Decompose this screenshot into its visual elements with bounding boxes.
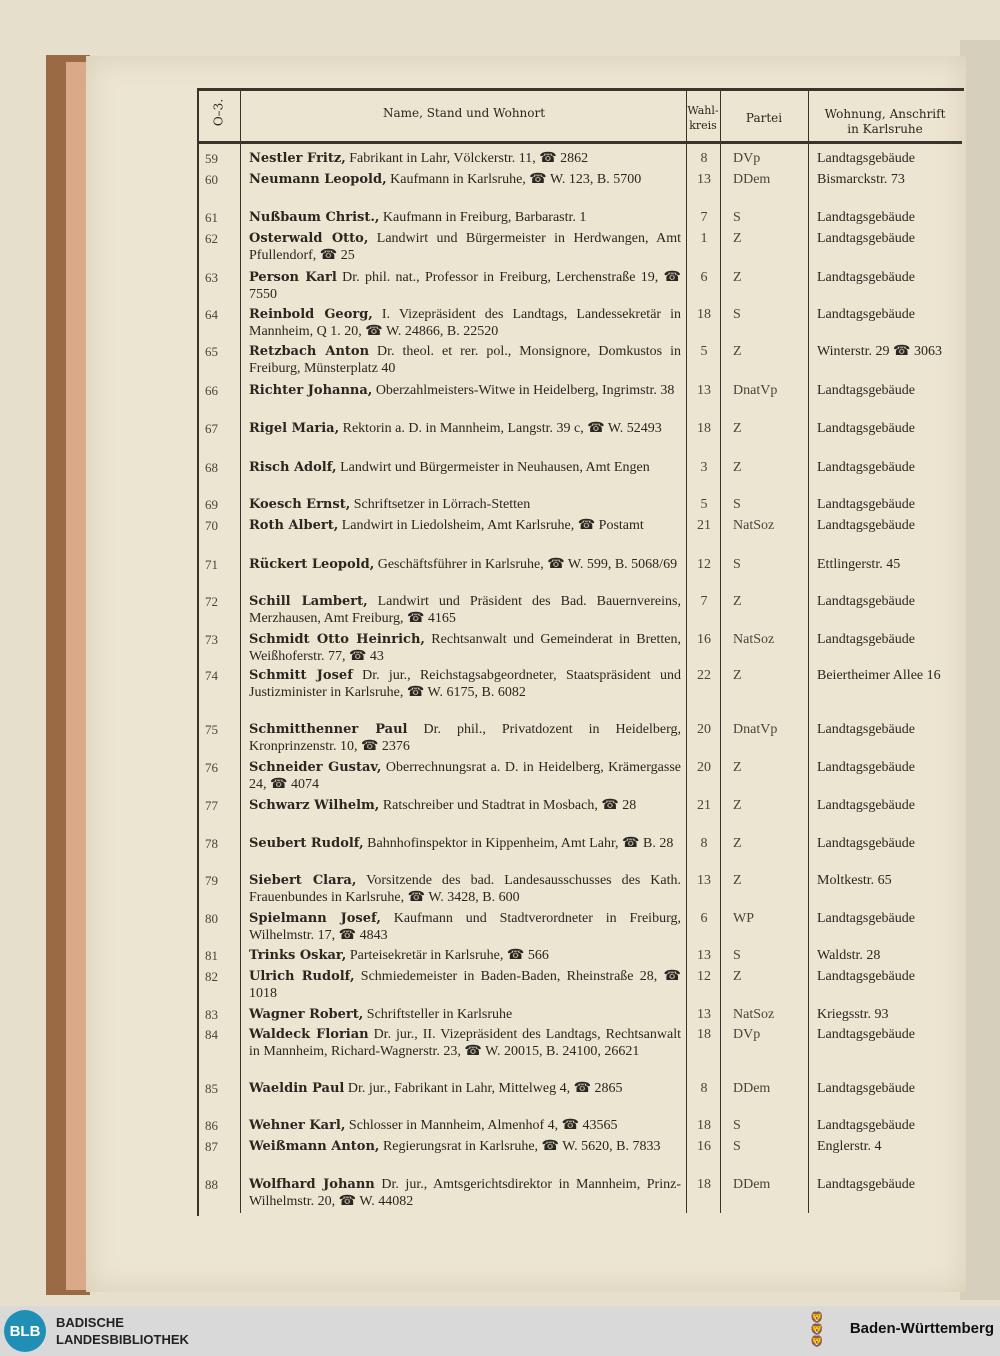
- member-name: Trinks Oskar,: [249, 948, 347, 963]
- party: DVp: [733, 1027, 761, 1042]
- page-edge: [960, 40, 1000, 1300]
- wahlkreis: 7: [700, 210, 708, 225]
- member-entry: [249, 269, 681, 303]
- member-entry: [249, 1026, 681, 1060]
- member-name: Schmitt Josef: [249, 668, 353, 683]
- party: Z: [733, 798, 742, 813]
- wahlkreis: 1: [700, 231, 708, 246]
- member-entry: [249, 382, 681, 399]
- wahlkreis: 13: [697, 1007, 711, 1022]
- member-description: Landwirt und Präsident des Bad. Bauernvereins, Merzhausen, Amt Freiburg, ☎ 4165: [249, 594, 681, 626]
- row-number: 88: [205, 1177, 218, 1192]
- karlsruhe-address: Landtagsgebäude: [817, 911, 915, 926]
- karlsruhe-address: Landtagsgebäude: [817, 1081, 915, 1096]
- member-entry: [249, 759, 681, 793]
- member-name: Seubert Rudolf,: [249, 836, 364, 851]
- member-name: Schmitthenner Paul: [249, 722, 408, 737]
- library-line1: BADISCHE: [56, 1315, 124, 1330]
- member-entry: [249, 667, 681, 701]
- member-description: Dr. phil., Privatdozent in Heidelberg, Kronprinzenstr. 10, ☎ 2376: [249, 722, 681, 754]
- column-divider: [686, 88, 687, 1213]
- wahlkreis: 13: [697, 873, 711, 888]
- member-entry: [249, 171, 681, 188]
- footer-bar: [0, 1306, 1000, 1356]
- member-entry: [249, 150, 681, 167]
- row-number: 83: [205, 1007, 218, 1022]
- party: Z: [733, 668, 742, 683]
- karlsruhe-address: Landtagsgebäude: [817, 722, 915, 737]
- member-name: Reinbold Georg,: [249, 307, 373, 322]
- member-name: Wolfhard Johann: [249, 1177, 375, 1192]
- party: WP: [733, 911, 754, 926]
- member-description: Fabrikant in Lahr, Völckerstr. 11, ☎ 2862: [345, 151, 589, 166]
- member-name: Wagner Robert,: [249, 1007, 364, 1022]
- party: Z: [733, 344, 742, 359]
- row-number: 69: [205, 497, 218, 512]
- member-entry: [249, 556, 681, 573]
- member-entry: [249, 306, 681, 340]
- row-number: 71: [205, 557, 218, 572]
- party: S: [733, 497, 741, 512]
- member-entry: [249, 209, 681, 226]
- row-number: 72: [205, 594, 218, 609]
- wahlkreis: 13: [697, 383, 711, 398]
- karlsruhe-address: Landtagsgebäude: [817, 210, 915, 225]
- row-number: 81: [205, 948, 218, 963]
- member-name: Risch Adolf,: [249, 460, 337, 475]
- member-name: Spielmann Josef,: [249, 911, 381, 926]
- member-name: Schmidt Otto Heinrich,: [249, 632, 425, 647]
- member-description: Oberzahlmeisters-Witwe in Heidelberg, Ingrimstr. 38: [372, 383, 675, 398]
- member-description: Dr. phil. nat., Professor in Freiburg, Lerchenstraße 19, ☎ 7550: [249, 270, 681, 302]
- member-entry: [249, 1176, 681, 1210]
- party: Z: [733, 421, 742, 436]
- member-description: Dr. jur., II. Vizepräsident des Landtags, Rechtsanwalt in Mannheim, Richard-Wagnerstr. 23, ☎ W. 20015, B. 24100, 26621: [249, 1027, 681, 1059]
- karlsruhe-address: Landtagsgebäude: [817, 632, 915, 647]
- party: Z: [733, 873, 742, 888]
- wahlkreis: 18: [697, 1177, 711, 1192]
- wahlkreis: 18: [697, 1027, 711, 1042]
- karlsruhe-address: Kriegsstr. 93: [817, 1007, 889, 1022]
- header-wohnung: Wohnung, Anschrift in Karlsruhe: [824, 107, 946, 136]
- party: S: [733, 948, 741, 963]
- karlsruhe-address: Landtagsgebäude: [817, 151, 915, 166]
- row-number: 86: [205, 1118, 218, 1133]
- party: DDem: [733, 1081, 771, 1096]
- library-name: [56, 1314, 189, 1348]
- karlsruhe-address: Landtagsgebäude: [817, 594, 915, 609]
- wahlkreis: 3: [700, 460, 708, 475]
- row-number: 66: [205, 383, 218, 398]
- wahlkreis: 16: [697, 1139, 711, 1154]
- party: NatSoz: [733, 632, 775, 647]
- party: S: [733, 307, 741, 322]
- party: S: [733, 1118, 741, 1133]
- member-name: Schneider Gustav,: [249, 760, 382, 775]
- member-entry: [249, 872, 681, 906]
- member-entry: [249, 343, 681, 377]
- wahlkreis: 21: [697, 798, 711, 813]
- column-divider: [808, 88, 809, 1213]
- row-number: 67: [205, 421, 218, 436]
- member-description: Geschäftsführer in Karlsruhe, ☎ W. 599, B. 5068/69: [374, 557, 678, 572]
- member-description: Kaufmann in Freiburg, Barbarastr. 1: [379, 210, 587, 225]
- member-name: Osterwald Otto,: [249, 231, 369, 246]
- wahlkreis: 22: [697, 668, 711, 683]
- row-number: 63: [205, 270, 218, 285]
- member-entry: [249, 1138, 681, 1155]
- party: Z: [733, 460, 742, 475]
- karlsruhe-address: Landtagsgebäude: [817, 460, 915, 475]
- karlsruhe-address: Landtagsgebäude: [817, 231, 915, 246]
- member-description: Parteisekretär in Karlsruhe, ☎ 566: [346, 948, 549, 963]
- wahlkreis: 12: [697, 557, 711, 572]
- member-entry: [249, 1080, 681, 1097]
- row-number: 79: [205, 873, 218, 888]
- member-description: Regierungsrat in Karlsruhe, ☎ W. 5620, B. 7833: [379, 1139, 661, 1154]
- member-entry: [249, 631, 681, 665]
- member-description: Rechtsanwalt und Gemeinderat in Bretten, Weißhoferstr. 77, ☎ 43: [249, 632, 681, 664]
- member-name: Roth Albert,: [249, 518, 339, 533]
- karlsruhe-address: Landtagsgebäude: [817, 518, 915, 533]
- column-divider: [240, 88, 241, 1213]
- row-number: 60: [205, 172, 218, 187]
- karlsruhe-address: Waldstr. 28: [817, 948, 881, 963]
- member-name: Waeldin Paul: [249, 1081, 345, 1096]
- karlsruhe-address: Landtagsgebäude: [817, 421, 915, 436]
- wahlkreis: 12: [697, 969, 711, 984]
- member-name: Rückert Leopold,: [249, 557, 375, 572]
- wahlkreis: 21: [697, 518, 711, 533]
- member-entry: [249, 910, 681, 944]
- member-description: Schriftsteller in Karlsruhe: [363, 1007, 513, 1022]
- member-entry: [249, 517, 681, 534]
- member-name: Schill Lambert,: [249, 594, 368, 609]
- row-number: 84: [205, 1027, 218, 1042]
- member-description: Landwirt und Bürgermeister in Neuhausen, Amt Engen: [336, 460, 650, 475]
- member-description: Dr. theol. et rer. pol., Monsignore, Domkustos in Freiburg, Münsterplatz 40: [249, 344, 681, 376]
- member-name: Schwarz Wilhelm,: [249, 798, 380, 813]
- row-number: 62: [205, 231, 218, 246]
- row-number: 70: [205, 518, 218, 533]
- wahlkreis: 16: [697, 632, 711, 647]
- header-divider: [197, 141, 962, 144]
- page-marker: O–3.: [211, 98, 226, 127]
- karlsruhe-address: Landtagsgebäude: [817, 760, 915, 775]
- wahlkreis: 20: [697, 760, 711, 775]
- member-entry: [249, 459, 681, 476]
- member-entry: [249, 230, 681, 264]
- karlsruhe-address: Landtagsgebäude: [817, 497, 915, 512]
- party: DDem: [733, 172, 771, 187]
- karlsruhe-address: Landtagsgebäude: [817, 836, 915, 851]
- member-name: Wehner Karl,: [249, 1118, 346, 1133]
- member-description: I. Vizepräsident des Landtags, Landessekretär in Mannheim, Q 1. 20, ☎ W. 24866, B. 22520: [249, 307, 681, 339]
- member-entry: [249, 1006, 681, 1023]
- member-description: Schriftsetzer in Lörrach-Stetten: [350, 497, 531, 512]
- party: DnatVp: [733, 722, 778, 737]
- wahlkreis: 6: [700, 270, 708, 285]
- row-number: 59: [205, 151, 218, 166]
- wahlkreis: 18: [697, 1118, 711, 1133]
- member-entry: [249, 1117, 681, 1134]
- row-number: 65: [205, 344, 218, 359]
- row-number: 77: [205, 798, 218, 813]
- wahlkreis: 13: [697, 948, 711, 963]
- party: DDem: [733, 1177, 771, 1192]
- member-description: Schmiedemeister in Baden-Baden, Rheinstraße 28, ☎ 1018: [249, 969, 681, 1001]
- karlsruhe-address: Ettlingerstr. 45: [817, 557, 901, 572]
- member-entry: [249, 968, 681, 1002]
- coat-of-arms-icon: 🦁 🦁 🦁: [810, 1311, 824, 1348]
- row-number: 82: [205, 969, 218, 984]
- member-description: Dr. jur., Reichstagsabgeordneter, Staatspräsident und Justizminister in Karlsruhe, ☎ W. 6175, B. 6082: [249, 668, 681, 700]
- karlsruhe-address: Englerstr. 4: [817, 1139, 882, 1154]
- member-name: Neumann Leopold,: [249, 172, 387, 187]
- karlsruhe-address: Landtagsgebäude: [817, 383, 915, 398]
- member-name: Weißmann Anton,: [249, 1139, 380, 1154]
- karlsruhe-address: Landtagsgebäude: [817, 270, 915, 285]
- wahlkreis: 13: [697, 172, 711, 187]
- member-description: Landwirt in Liedolsheim, Amt Karlsruhe, ☎ Postamt: [338, 518, 644, 533]
- wahlkreis: 5: [700, 344, 708, 359]
- party: Z: [733, 594, 742, 609]
- member-name: Nestler Fritz,: [249, 151, 346, 166]
- row-number: 76: [205, 760, 218, 775]
- member-description: Landwirt und Bürgermeister in Herdwangen, Amt Pfullendorf, ☎ 25: [249, 231, 681, 263]
- row-number: 75: [205, 722, 218, 737]
- member-name: Ulrich Rudolf,: [249, 969, 355, 984]
- column-divider: [720, 88, 721, 1213]
- member-description: Oberrechnungsrat a. D. in Heidelberg, Krämergasse 24, ☎ 4074: [249, 760, 681, 792]
- row-number: 74: [205, 668, 218, 683]
- party: DVp: [733, 151, 761, 166]
- row-number: 73: [205, 632, 218, 647]
- party: S: [733, 557, 741, 572]
- row-number: 78: [205, 836, 218, 851]
- member-entry: [249, 420, 681, 437]
- member-name: Siebert Clara,: [249, 873, 357, 888]
- wahlkreis: 18: [697, 421, 711, 436]
- member-entry: [249, 593, 681, 627]
- karlsruhe-address: Beiertheimer Allee 16: [817, 668, 941, 683]
- blb-logo[interactable]: BLB: [4, 1310, 46, 1352]
- member-entry: [249, 496, 681, 513]
- karlsruhe-address: Landtagsgebäude: [817, 1027, 915, 1042]
- library-line2: LANDESBIBLIOTHEK: [56, 1332, 189, 1347]
- member-description: Dr. jur., Amtsgerichtsdirektor in Mannheim, Prinz-Wilhelmstr. 20, ☎ W. 44082: [249, 1177, 681, 1209]
- member-description: Vorsitzende des bad. Landesausschusses des Kath. Frauenbundes in Karlsruhe, ☎ W. 3428, B. 600: [249, 873, 681, 905]
- member-description: Bahnhofinspektor in Kippenheim, Amt Lahr, ☎ B. 28: [363, 836, 674, 851]
- party: S: [733, 210, 741, 225]
- karlsruhe-address: Moltkestr. 65: [817, 873, 892, 888]
- row-number: 61: [205, 210, 218, 225]
- wahlkreis: 8: [700, 151, 708, 166]
- member-entry: [249, 797, 681, 814]
- party: NatSoz: [733, 518, 775, 533]
- party: Z: [733, 969, 742, 984]
- karlsruhe-address: Bismarckstr. 73: [817, 172, 905, 187]
- karlsruhe-address: Landtagsgebäude: [817, 1118, 915, 1133]
- member-entry: [249, 721, 681, 755]
- row-number: 87: [205, 1139, 218, 1154]
- karlsruhe-address: Landtagsgebäude: [817, 307, 915, 322]
- state-logo-text[interactable]: Baden-Württemberg: [849, 1320, 994, 1337]
- member-name: Koesch Ernst,: [249, 497, 351, 512]
- karlsruhe-address: Winterstr. 29 ☎ 3063: [817, 344, 942, 359]
- header-wahlkreis: Wahl- kreis: [687, 104, 719, 132]
- karlsruhe-address: Landtagsgebäude: [817, 798, 915, 813]
- row-number: 64: [205, 307, 218, 322]
- row-number: 68: [205, 460, 218, 475]
- party: NatSoz: [733, 1007, 775, 1022]
- member-description: Kaufmann und Stadtverordneter in Freiburg, Wilhelmstr. 17, ☎ 4843: [249, 911, 681, 943]
- party: S: [733, 1139, 741, 1154]
- party: Z: [733, 270, 742, 285]
- member-description: Rektorin a. D. in Mannheim, Langstr. 39 c, ☎ W. 52493: [339, 421, 662, 436]
- header-name: Name, Stand und Wohnort: [382, 106, 546, 120]
- party: Z: [733, 836, 742, 851]
- member-name: Person Karl: [249, 270, 337, 285]
- member-entry: [249, 947, 681, 964]
- row-number: 85: [205, 1081, 218, 1096]
- member-entry: [249, 835, 681, 852]
- party: DnatVp: [733, 383, 778, 398]
- wahlkreis: 18: [697, 307, 711, 322]
- member-name: Nußbaum Christ.,: [249, 210, 380, 225]
- member-name: Retzbach Anton: [249, 344, 370, 359]
- member-name: Richter Johanna,: [249, 383, 373, 398]
- member-description: Schlosser in Mannheim, Almenhof 4, ☎ 43565: [345, 1118, 618, 1133]
- wahlkreis: 8: [700, 1081, 708, 1096]
- member-description: Dr. jur., Fabrikant in Lahr, Mittelweg 4, ☎ 2865: [344, 1081, 623, 1096]
- header-partei: Partei: [745, 111, 783, 125]
- party: Z: [733, 760, 742, 775]
- karlsruhe-address: Landtagsgebäude: [817, 969, 915, 984]
- member-description: Kaufmann in Karlsruhe, ☎ W. 123, B. 5700: [386, 172, 642, 187]
- karlsruhe-address: Landtagsgebäude: [817, 1177, 915, 1192]
- wahlkreis: 20: [697, 722, 711, 737]
- row-number: 80: [205, 911, 218, 926]
- member-description: Ratschreiber und Stadtrat in Mosbach, ☎ 28: [379, 798, 637, 813]
- wahlkreis: 8: [700, 836, 708, 851]
- wahlkreis: 6: [700, 911, 708, 926]
- member-name: Rigel Maria,: [249, 421, 340, 436]
- party: Z: [733, 231, 742, 246]
- member-name: Waldeck Florian: [249, 1027, 369, 1042]
- wahlkreis: 7: [700, 594, 708, 609]
- wahlkreis: 5: [700, 497, 708, 512]
